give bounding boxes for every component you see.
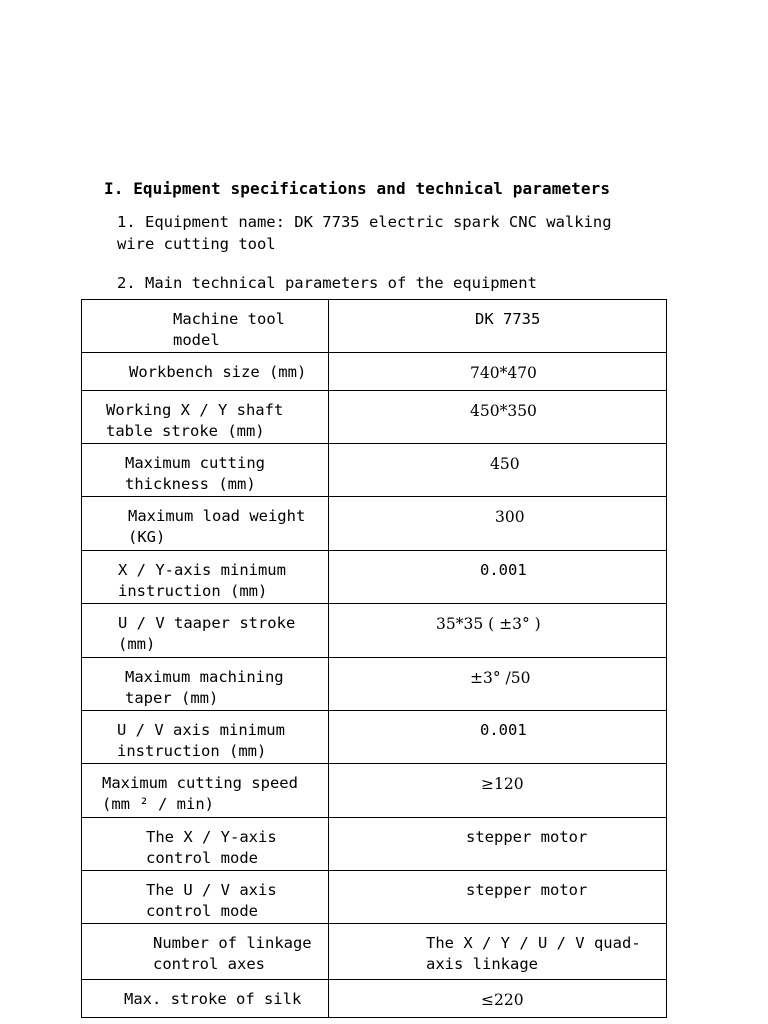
param-cell [82,353,329,391]
param-value: The X / Y / U / V quad-axis linkage [426,934,641,973]
value-cell [329,444,667,497]
table-row [82,980,667,1018]
value-cell [329,658,667,711]
param-value: 0.001 [480,721,527,739]
table-row [82,300,667,353]
param-value: ≤220 [481,991,524,1009]
value-cell [329,711,667,764]
value-cell [329,604,667,658]
param-value: ±3° /50 [470,669,531,687]
value-cell [329,818,667,871]
param-value: ≥120 [481,775,524,793]
value-cell [329,871,667,924]
param-value: stepper motor [466,881,588,899]
value-cell [329,980,667,1018]
param-cell [82,444,329,497]
param-label: Max. stroke of silk [124,990,302,1008]
value-cell [329,764,667,818]
param-cell [82,497,329,551]
param-label: Number of linkage control axes [153,934,312,973]
param-label: The X / Y-axis control mode [146,828,277,867]
param-value: 300 [495,508,525,526]
param-cell [82,391,329,444]
param-cell [82,604,329,658]
table-row [82,497,667,551]
param-cell [82,711,329,764]
param-value: 740*470 [470,364,537,382]
param-label: Machine tool model [173,310,285,349]
param-label: U / V axis minimum instruction (mm) [117,721,285,760]
param-label: Maximum cutting thickness (mm) [125,454,265,493]
param-label: The U / V axis control mode [146,881,277,920]
value-cell [329,391,667,444]
param-label: Maximum load weight (KG) [128,507,306,546]
param-value: 0.001 [480,561,527,579]
param-value: 450 [490,455,520,473]
table-row [82,391,667,444]
table-row [82,444,667,497]
param-cell [82,764,329,818]
table-row [82,818,667,871]
param-label: Working X / Y shaft table stroke (mm) [106,401,284,440]
section-heading: I. Equipment specifications and technical parameters [104,179,611,198]
param-cell [82,818,329,871]
table-row [82,604,667,658]
param-label: Maximum machining taper (mm) [125,668,284,707]
value-cell [329,497,667,551]
technical-parameters-item: 2. Main technical parameters of the equipment [117,274,537,292]
param-cell [82,871,329,924]
param-cell [82,924,329,980]
param-cell [82,658,329,711]
param-value: DK 7735 [475,310,541,328]
param-value: 450*350 [470,402,537,420]
technical-parameters-table [81,299,667,1018]
param-value: 35*35 ( ±3° ) [436,615,541,633]
equipment-name-item: 1. Equipment name: DK 7735 electric spark CNC walking wire cutting tool [117,213,612,253]
value-cell [329,924,667,980]
param-cell [82,980,329,1018]
table-row [82,551,667,604]
value-cell [329,353,667,391]
value-cell [329,300,667,353]
param-label: Workbench size (mm) [129,363,307,381]
table-row [82,924,667,980]
table-row [82,711,667,764]
param-value: stepper motor [466,828,588,846]
value-cell [329,551,667,604]
table-row [82,353,667,391]
table-row [82,658,667,711]
param-cell [82,300,329,353]
param-label: X / Y-axis minimum instruction (mm) [118,561,286,600]
table-row [82,871,667,924]
param-cell [82,551,329,604]
param-label: U / V taaper stroke (mm) [118,614,296,653]
param-label: Maximum cutting speed (mm ² / min) [102,774,298,813]
table-row [82,764,667,818]
